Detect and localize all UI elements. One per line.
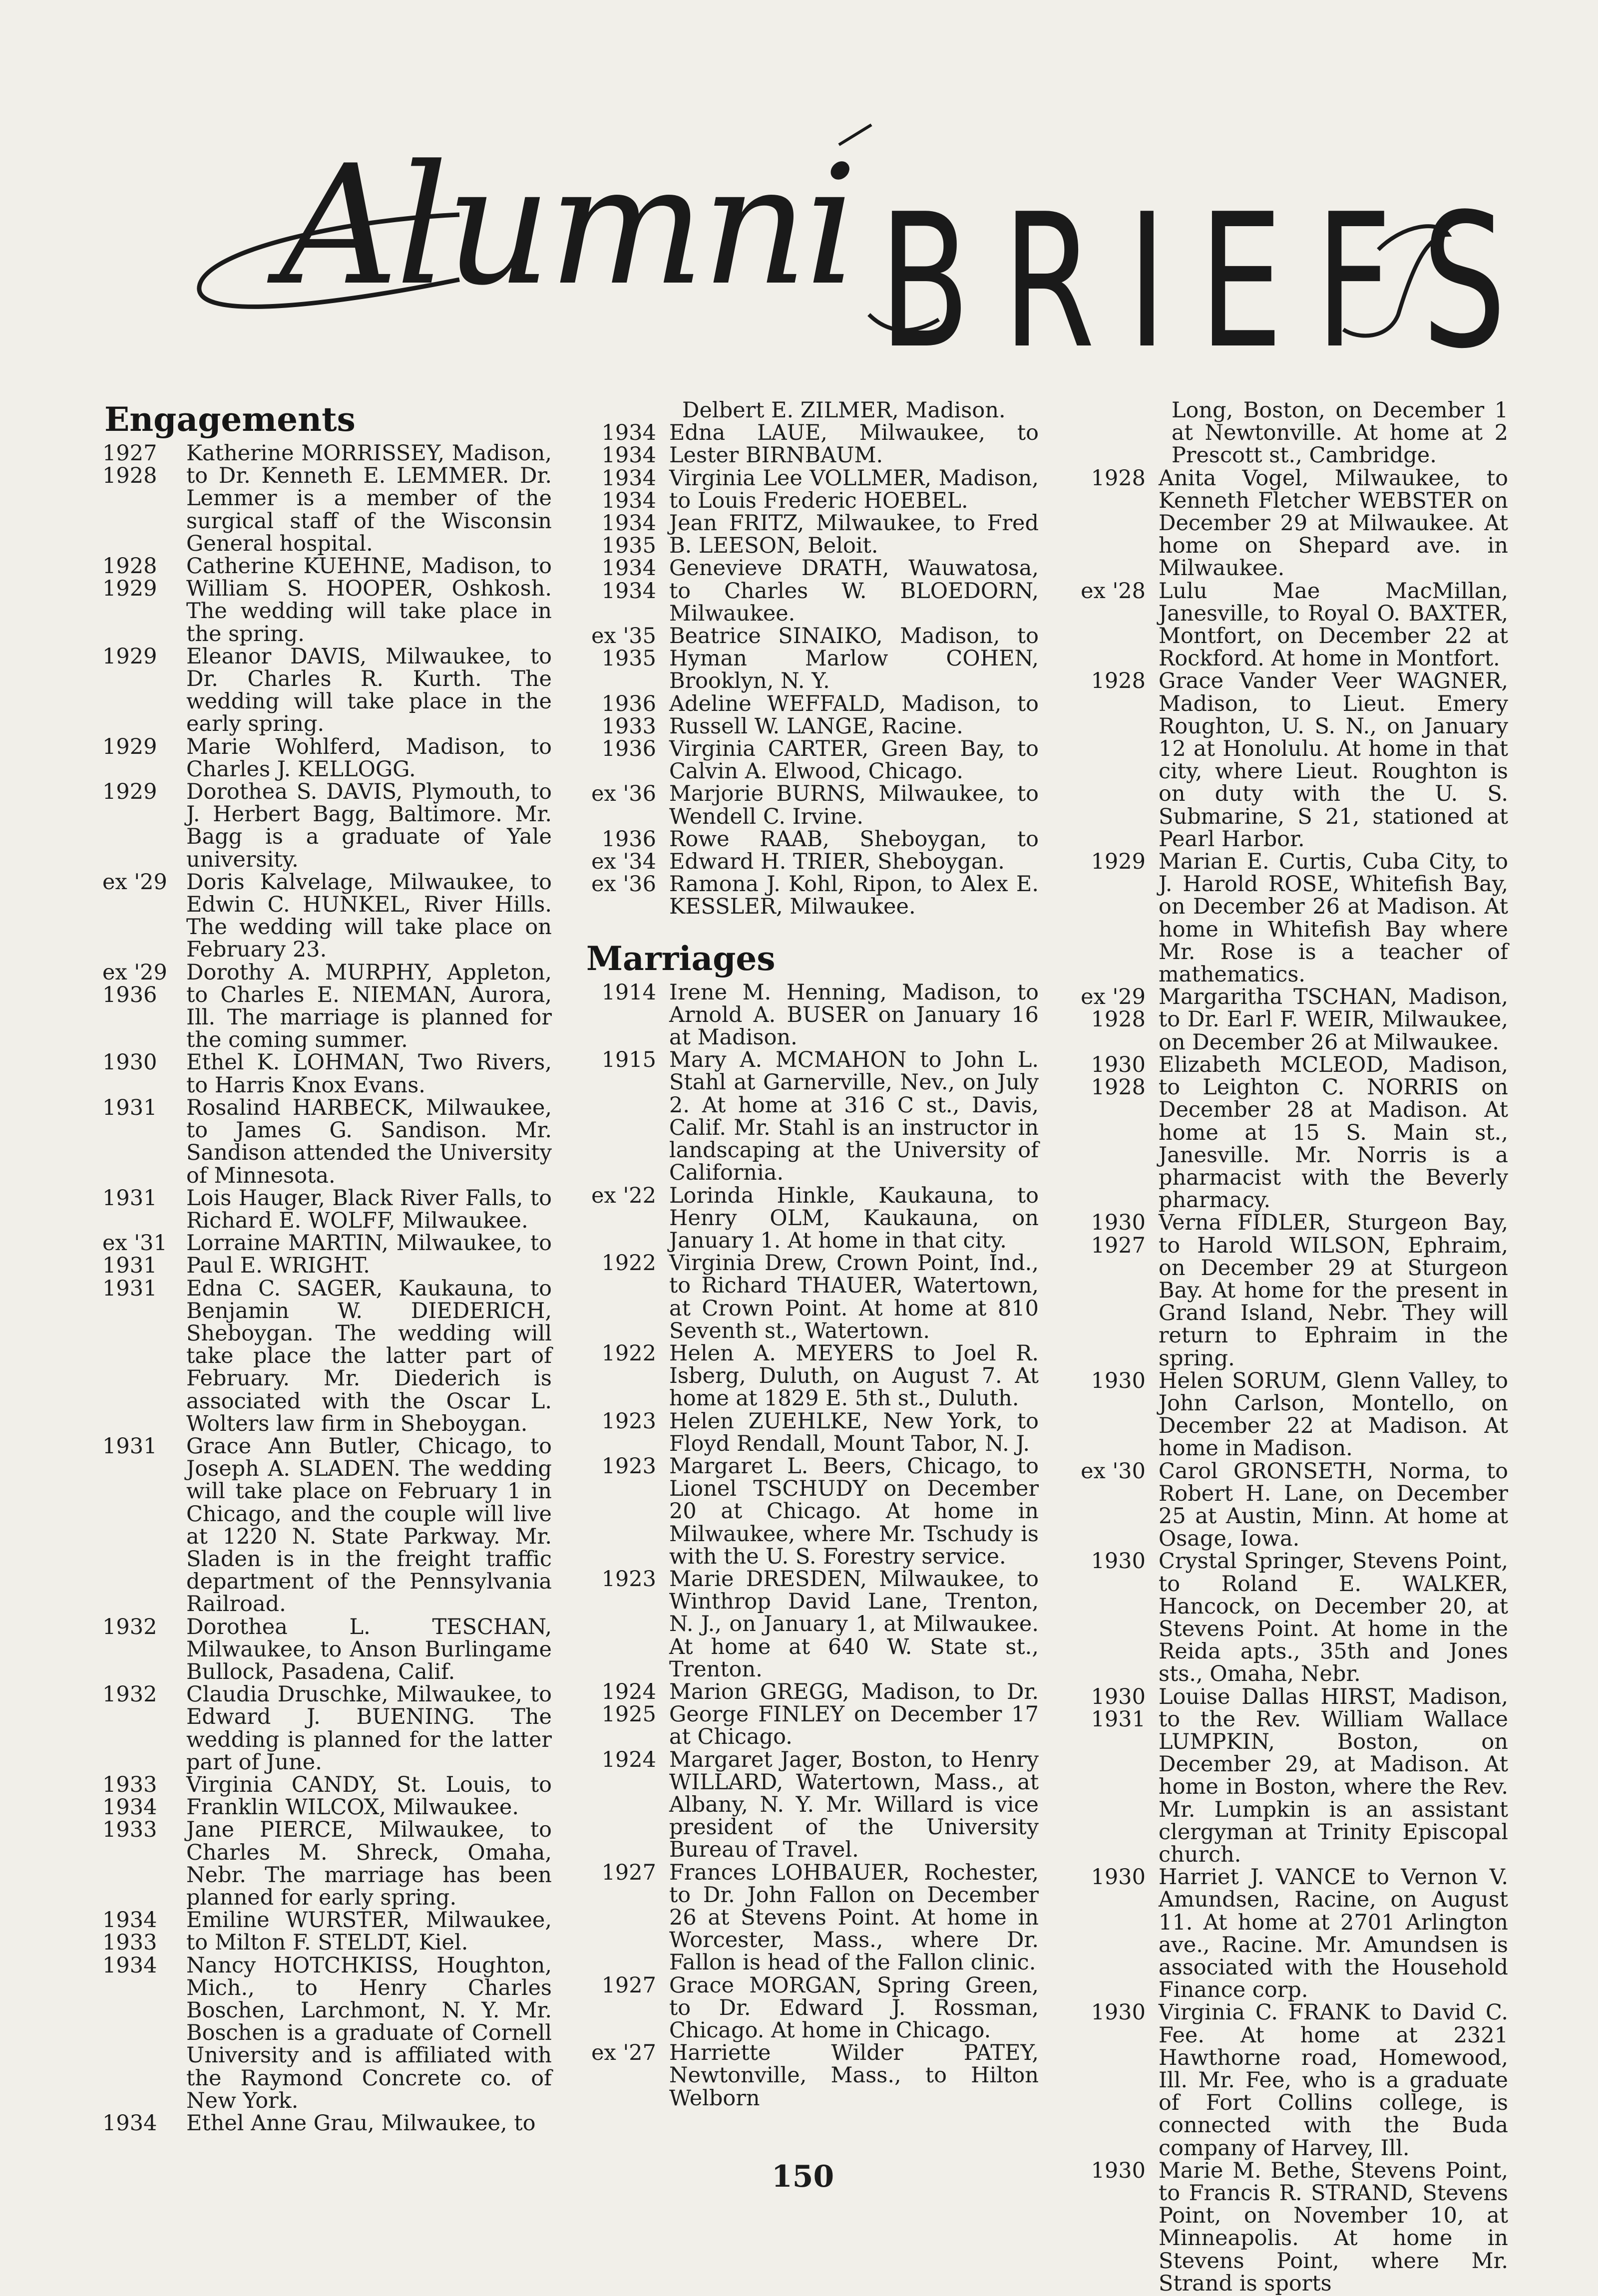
entry-years: 1934 1934 xyxy=(601,465,656,513)
marriage-entry xyxy=(584,982,1039,1049)
entry-text: Delbert E. ZILMER, Madison. xyxy=(682,398,1006,423)
entry-text: Katherine MORRISSEY, Madison, to Dr. Kenneth E. LEMMER. Dr. Lemmer is a member of the surgical staff of the Wisconsin General hospital. xyxy=(186,441,552,556)
entry-text: Helen ZUEHLKE, New York, to Floyd Rendall, Mount Tabor, N. J. xyxy=(669,1408,1039,1456)
marriages-heading: Marriages xyxy=(586,939,776,978)
engagement-entry xyxy=(102,1435,552,1616)
engagement-entry xyxy=(102,1278,552,1435)
entry-text: Marian E. Curtis, Cuba City, to J. Harold ROSE, Whitefish Bay, on December 26 at Madison. At home in Whitefish Bay where Mr. Rose is a teacher of mathematics. xyxy=(1159,849,1508,987)
entry-years: 1931 xyxy=(102,1433,157,1459)
entry-years: 1929 xyxy=(102,779,157,805)
entry-years: 1928 1929 xyxy=(102,554,157,602)
marriage-entry xyxy=(584,1342,1039,1410)
entry-years: 1923 xyxy=(601,1453,656,1479)
entry-years: 1931 xyxy=(102,1185,157,1211)
title-script-word: Alumni xyxy=(280,130,855,322)
entry-years: 1927 xyxy=(601,1860,656,1885)
entry-text: Lois Hauger, Black River Falls, to Richard E. WOLFF, Milwaukee. xyxy=(186,1185,552,1233)
entry-years: 1930 xyxy=(1091,2158,1146,2183)
marriage-entry xyxy=(1074,1370,1508,1460)
entry-text: Dorothy A. MURPHY, Appleton, to Charles E. NIEMAN, Aurora, Ill. The marriage is planned for the coming summer. xyxy=(186,960,552,1053)
entry-text: Margaritha TSCHAN, Madison, to Dr. Earl F. WEIR, Milwaukee, on December 26 at Milwaukee. xyxy=(1159,984,1508,1055)
entry-years: 1933 xyxy=(102,1817,157,1843)
entry-years: 1934 xyxy=(102,1953,157,1978)
entry-text: Verna FIDLER, Sturgeon Bay, to Harold WILSON, Ephraim, on December 29 at Sturgeon Bay. At home for the present in Grand Island, Nebr. They will return to Ephraim in the spring. xyxy=(1159,1210,1508,1371)
entry-years: 1934 1935 xyxy=(601,511,656,559)
marriage-entry xyxy=(584,1049,1039,1184)
entry-years: 1930 xyxy=(1091,2000,1146,2025)
entry-text: Harriette Wilder PATEY, Newtonville, Mass., to Hilton Welborn xyxy=(669,2040,1039,2111)
engagement-entry xyxy=(102,442,552,555)
entry-years: ex '29 1928 xyxy=(1081,984,1146,1032)
engagement-entry xyxy=(584,738,1039,783)
marriage-entry xyxy=(1074,1686,1508,1867)
entry-text: Marie DRESDEN, Milwaukee, to Winthrop David Lane, Trenton, N. J., on January 1, at Milwaukee. At home at 640 W. State st., Trenton. xyxy=(669,1566,1039,1682)
entry-text: Helen A. MEYERS to Joel R. Isberg, Duluth, on August 7. At home at 1829 E. 5th st., Duluth. xyxy=(669,1340,1039,1411)
entry-years: 1930 xyxy=(1091,1549,1146,1574)
entry-years: 1928 xyxy=(1091,668,1146,694)
marriage-entry xyxy=(1074,1866,1508,2001)
engagement-entry xyxy=(102,646,552,736)
entry-years: 1930 xyxy=(1091,1368,1146,1393)
marriage-entry xyxy=(584,1568,1039,1681)
marriage-entry xyxy=(1074,2001,1508,2159)
engagement-entry xyxy=(584,422,1039,467)
entry-years: 1930 xyxy=(102,1050,157,1075)
entry-years: 1930 1927 xyxy=(1091,1210,1146,1258)
engagement-entry xyxy=(102,781,552,871)
entry-text: Margaret L. Beers, Chicago, to Lionel TSCHUDY on December 20 at Chicago. At home in Milwaukee, where Mr. Tschudy is with the U. S. Forestry service. xyxy=(669,1453,1039,1569)
marriage-entry xyxy=(1074,1550,1508,1685)
entry-years: 1934 1934 xyxy=(601,556,656,604)
entry-years: 1931 xyxy=(102,1095,157,1120)
entry-text: Mary A. MCMAHON to John L. Stahl at Garnerville, Nev., on July 2. At home at 316 C st., Davis, Calif. Mr. Stahl is an instructor in landscaping at the University of California. xyxy=(669,1047,1039,1186)
entry-years: 1929 xyxy=(1091,849,1146,875)
entry-years: 1931 xyxy=(102,1276,157,1301)
entry-years: 1934 1934 xyxy=(601,420,656,468)
entry-text: Doris Kalvelage, Milwaukee, to Edwin C. HUNKEL, River Hills. The wedding will take place on February 23. xyxy=(186,869,552,963)
engagement-entry xyxy=(102,1187,552,1232)
entry-years: 1936 xyxy=(601,736,656,762)
engagement-entry xyxy=(584,693,1039,738)
entry-text: Grace Vander Veer WAGNER, Madison, to Lieut. Emery Roughton, U. S. N., on January 12 at Honolulu. At home in that city, where Lieut. Roughton is on duty with the U. S. Submarine, S 21, stationed at Pearl Harbor. xyxy=(1159,668,1508,852)
entry-text: Harriet J. VANCE to Vernon V. Amundsen, Racine, on August 11. At home at 2701 Arlington ave., Racine. Mr. Amundsen is associated with the Household Finance corp. xyxy=(1159,1865,1508,2003)
entry-text: Lorinda Hinkle, Kaukauna, to Henry OLM, Kaukauna, on January 1. At home in that city. xyxy=(669,1183,1039,1253)
engagement-entry xyxy=(102,871,552,962)
entry-years: 1927 1928 xyxy=(102,441,157,489)
entry-years: 1922 xyxy=(601,1251,656,1276)
entry-years: ex '29 1936 xyxy=(102,960,167,1007)
entry-text: Grace MORGAN, Spring Green, to Dr. Edward J. Rossman, Chicago. At home in Chicago. xyxy=(669,1972,1039,2043)
entry-text: Lorraine MARTIN, Milwaukee, to Paul E. WRIGHT. xyxy=(186,1231,552,1279)
entry-text: Edna LAUE, Milwaukee, to Lester BIRNBAUM. xyxy=(669,420,1039,468)
entry-text: Irene M. Henning, Madison, to Arnold A. BUSER on January 16 at Madison. xyxy=(669,980,1039,1050)
engagement-entry xyxy=(584,873,1039,918)
marriages-list-continued xyxy=(1074,467,1508,2295)
column-right xyxy=(1074,399,1508,2295)
entry-years: 1934 xyxy=(102,2111,157,2136)
entry-text: Elizabeth MCLEOD, Madison, to Leighton C. NORRIS on December 28 at Madison. At home at 15 S. Main st., Janesville. Mr. Norris is a pharmacist with the Beverly pharmacy. xyxy=(1159,1052,1508,1213)
entry-text: Frances LOHBAUER, Rochester, to Dr. John Fallon on December 26 at Stevens Point. At home in Worcester, Mass., where Dr. Fallon is head of the Fallon clinic. xyxy=(669,1860,1039,1975)
marriage-entry xyxy=(584,1455,1039,1568)
engagement-entry xyxy=(102,1097,552,1187)
entry-years: 1934 1933 xyxy=(102,1908,157,1956)
entry-text: Adeline WEFFALD, Madison, to Russell W. LANGE, Racine. xyxy=(669,691,1039,739)
title-caps-word: BRIEFS xyxy=(879,175,1539,389)
entry-years: ex '35 1935 xyxy=(591,624,656,671)
engagement-entry xyxy=(584,625,1039,693)
engagement-entry xyxy=(102,2112,552,2135)
entry-years: 1929 xyxy=(102,644,157,669)
engagement-entry xyxy=(102,736,552,781)
marriage-entry xyxy=(584,2042,1039,2110)
entry-years: ex '31 1931 xyxy=(102,1231,167,1279)
entry-text: Long, Boston, on December 1 at Newtonville. At home at 2 Prescott st., Cambridge. xyxy=(1172,398,1508,468)
entry-years: 1927 xyxy=(601,1972,656,1998)
entry-years: 1923 xyxy=(601,1566,656,1592)
entry-years: 1924 1925 xyxy=(601,1679,656,1727)
entry-text: Anita Vogel, Milwaukee, to Kenneth Fletcher WEBSTER on December 29 at Milwaukee. At home on Shepard ave. in Milwaukee. xyxy=(1159,465,1508,581)
engagement-entry xyxy=(102,1616,552,1684)
engagement-entry xyxy=(584,828,1039,873)
entry-text: Virginia Drew, Crown Point, Ind., to Richard THAUER, Watertown, at Crown Point. At home at 810 Seventh st., Watertown. xyxy=(669,1251,1039,1343)
entry-text: Rosalind HARBECK, Milwaukee, to James G. Sandison. Mr. Sandison attended the University of Minnesota. xyxy=(186,1095,552,1188)
engagement-entry xyxy=(102,1232,552,1277)
marriage-entry xyxy=(584,1185,1039,1253)
marriage-entry xyxy=(1074,1054,1508,1212)
marriage-entry xyxy=(584,1974,1039,2042)
entry-years: 1928 xyxy=(1091,465,1146,491)
entry-text: Carol GRONSETH, Norma, to Robert H. Lane, on December 25 at Austin, Minn. At home at Osage, Iowa. xyxy=(1159,1458,1508,1552)
entry-text: Dorothea S. DAVIS, Plymouth, to J. Herbert Bagg, Baltimore. Mr. Bagg is a graduate of Yale university. xyxy=(186,779,552,872)
marriage-entry xyxy=(1074,1212,1508,1369)
entry-text: Marion GREGG, Madison, to Dr. George FINLEY on December 17 at Chicago. xyxy=(669,1679,1039,1750)
entry-years: 1922 xyxy=(601,1340,656,1366)
entry-text: Marie M. Bethe, Stevens Point, to Francis R. STRAND, Stevens Point, on November 10, at Minneapolis. At home in Stevens Point, where Mr. Strand is sports xyxy=(1159,2158,1508,2296)
entry-years: 1933 1934 xyxy=(102,1772,157,1820)
entry-text: Nancy HOTCHKISS, Houghton, Mich., to Henry Charles Boschen, Larchmont, N. Y. Mr. Boschen is a graduate of Cornell University and is affiliated with the Raymond Concrete co. of New York. xyxy=(186,1953,552,2113)
marriage-entry xyxy=(1074,986,1508,1054)
entry-years: ex '36 xyxy=(591,781,656,807)
entry-text: Margaret Jager, Boston, to Henry WILLARD, Watertown, Mass., at Albany, N. Y. Mr. Willard is vice president of the University Bureau of Travel. xyxy=(669,1747,1039,1863)
entry-text: Grace Ann Butler, Chicago, to Joseph A. SLADEN. The wedding will take place on February 1 in Chicago, and the couple will live at 1220 N. State Parkway. Mr. Sladen is in the freight traffic department of the Pennsylvania Railroad. xyxy=(186,1433,552,1617)
page-number: 150 xyxy=(772,2159,834,2194)
marriage-entry xyxy=(584,1252,1039,1342)
marriages-list xyxy=(584,982,1039,2110)
engagement-entry xyxy=(102,1774,552,1819)
entry-text: Jean FRITZ, Milwaukee, to Fred B. LEESON, Beloit. xyxy=(669,511,1039,559)
engagement-entry xyxy=(102,1683,552,1774)
entry-years: 1923 xyxy=(601,1408,656,1434)
engagements-list-continued xyxy=(584,422,1039,918)
engagement-entry xyxy=(102,962,552,1052)
entry-text: Virginia C. FRANK to David C. Fee. At home at 2321 Hawthorne road, Homewood, Ill. Mr. Fee, who is a graduate of Fort Collins college, is connected with the Buda company of Harvey, Ill. xyxy=(1159,2000,1508,2161)
entry-text: Ramona J. Kohl, Ripon, to Alex E. KESSLER, Milwaukee. xyxy=(669,872,1039,920)
entry-text: Crystal Springer, Stevens Point, to Roland E. WALKER, Hancock, on December 20, at Stevens Point. At home in the Reida apts., 35th and Jones sts., Omaha, Nebr. xyxy=(1159,1549,1508,1687)
entry-text: Rowe RAAB, Sheboygan, to Edward H. TRIER, Sheboygan. xyxy=(669,826,1039,875)
entry-years: ex '22 xyxy=(591,1183,656,1208)
marriage-entry xyxy=(584,1410,1039,1455)
engagements-heading: Engagements xyxy=(104,400,356,439)
engagement-entry xyxy=(584,557,1039,625)
entry-text: Lulu Mae MacMillan, Janesville, to Royal O. BAXTER, Montfort, on December 22 at Rockford. At home in Montfort. xyxy=(1159,578,1508,671)
entry-text: Ethel Anne Grau, Milwaukee, to xyxy=(186,2111,536,2136)
marriage-entry xyxy=(1074,851,1508,986)
entry-text: Virginia Lee VOLLMER, Madison, to Louis Frederic HOEBEL. xyxy=(669,465,1039,513)
entry-text: Helen SORUM, Glenn Valley, to John Carlson, Montello, on December 22 at Madison. At home in Madison. xyxy=(1159,1368,1508,1461)
entry-years: 1914 xyxy=(601,980,656,1005)
entry-text: Virginia CARTER, Green Bay, to Calvin A. Elwood, Chicago. xyxy=(669,736,1039,784)
entry-years: ex '30 xyxy=(1081,1458,1146,1484)
entry-text: Jane PIERCE, Milwaukee, to Charles M. Shreck, Omaha, Nebr. The marriage has been planned for early spring. xyxy=(186,1817,552,1910)
marriage-entry xyxy=(1074,580,1508,670)
marriage-entry xyxy=(1074,1460,1508,1551)
entry-text: Genevieve DRATH, Wauwatosa, to Charles W. BLOEDORN, Milwaukee. xyxy=(669,556,1039,626)
column-middle xyxy=(584,399,1039,2110)
engagement-entry xyxy=(584,783,1039,828)
engagement-entry xyxy=(102,1819,552,1909)
entry-years: 1936 ex '34 xyxy=(591,826,656,875)
engagement-entry xyxy=(584,467,1039,512)
entry-text: Catherine KUEHNE, Madison, to William S. HOOPER, Oshkosh. The wedding will take place in the spring. xyxy=(186,554,552,647)
entry-text: Eleanor DAVIS, Milwaukee, to Dr. Charles R. Kurth. The wedding will take place in the early spring. xyxy=(186,644,552,737)
entry-text: Marjorie BURNS, Milwaukee, to Wendell C. Irvine. xyxy=(669,781,1039,829)
entry-text: Ethel K. LOHMAN, Two Rivers, to Harris Knox Evans. xyxy=(186,1050,552,1098)
marriage-entry xyxy=(1074,2160,1508,2295)
marriage-continuation xyxy=(1074,399,1508,467)
engagement-entry xyxy=(102,1955,552,2112)
engagements-list xyxy=(102,442,552,2135)
entry-text: Virginia CANDY, St. Louis, to Franklin WILCOX, Milwaukee. xyxy=(186,1772,552,1820)
engagement-entry xyxy=(102,1909,552,1954)
entry-text: Edna C. SAGER, Kaukauna, to Benjamin W. DIEDERICH, Sheboygan. The wedding will take place the latter part of February. Mr. Diederich is associated with the Oscar L. Wolters law firm in Sheboygan. xyxy=(186,1276,552,1436)
engagement-entry xyxy=(102,555,552,646)
entry-text: Claudia Druschke, Milwaukee, to Edward J. BUENING. The wedding is planned for the latter part of June. xyxy=(186,1682,552,1775)
entry-text: Emiline WURSTER, Milwaukee, to Milton F. STELDT, Kiel. xyxy=(186,1908,552,1956)
entry-years: 1930 1931 xyxy=(1091,1684,1146,1732)
entry-years: 1930 1928 xyxy=(1091,1052,1146,1100)
entry-text: Marie Wohlferd, Madison, to Charles J. KELLOGG. xyxy=(186,734,552,782)
entry-years: 1924 xyxy=(601,1747,656,1772)
entry-years: 1915 xyxy=(601,1047,656,1073)
entry-years: ex '36 xyxy=(591,872,656,897)
entry-text: Beatrice SINAIKO, Madison, to Hyman Marlow COHEN, Brooklyn, N. Y. xyxy=(669,624,1039,694)
entry-years: 1932 xyxy=(102,1614,157,1640)
entry-years: 1932 xyxy=(102,1682,157,1707)
entry-text: Dorothea L. TESCHAN, Milwaukee, to Anson Burlingame Bullock, Pasadena, Calif. xyxy=(186,1614,552,1684)
marriage-entry xyxy=(1074,467,1508,580)
entry-years: 1930 xyxy=(1091,1865,1146,1890)
entry-years: ex '28 xyxy=(1081,578,1146,604)
entry-years: ex '29 xyxy=(102,869,167,895)
marriage-entry xyxy=(584,1749,1039,1862)
column-left xyxy=(102,399,552,2135)
entry-text: Louise Dallas HIRST, Madison, to the Rev. William Wallace LUMPKIN, Boston, on December 29, at Madison. At home in Boston, where the Rev. Mr. Lumpkin is an assistant clergyman at Trinity Episcopal church. xyxy=(1159,1684,1508,1867)
masthead xyxy=(180,100,1539,389)
engagement-entry xyxy=(102,1051,552,1096)
engagement-continuation xyxy=(584,399,1039,422)
entry-years: 1936 1933 xyxy=(601,691,656,739)
entry-years: 1929 xyxy=(102,734,157,759)
engagement-entry xyxy=(584,512,1039,557)
marriage-entry xyxy=(584,1681,1039,1749)
entry-years: ex '27 xyxy=(591,2040,656,2066)
marriage-entry xyxy=(584,1862,1039,1974)
marriage-entry xyxy=(1074,670,1508,851)
